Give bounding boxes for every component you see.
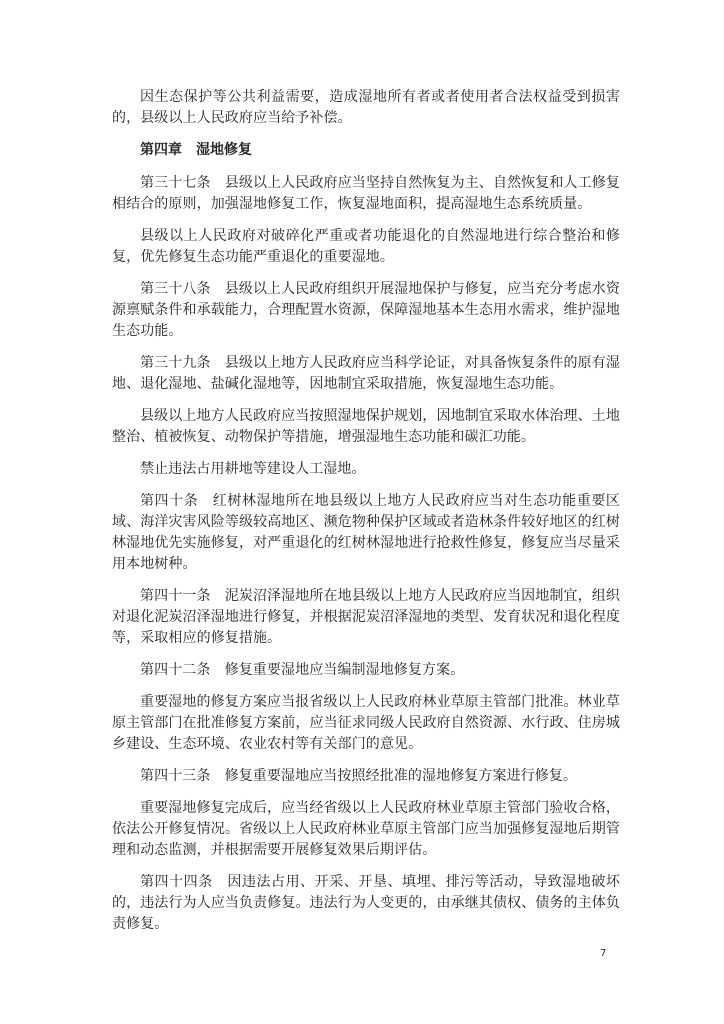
page-number: 7	[600, 948, 607, 959]
article-42: 第四十二条 修复重要湿地应当编制湿地修复方案。	[140, 662, 465, 678]
article-37: 第三十七条 县级以上人民政府应当坚持自然恢复为主、自然恢复和人工修复相结合的原则，加强湿地修复工作，恢复湿地面积，提高湿地生态系统质量。	[112, 175, 620, 212]
article-42-para-2: 重要湿地的修复方案应当报省级以上人民政府林业草原主管部门批准。林业草原主管部门在批准修复方案前，应当征求同级人民政府自然资源、水行政、住房城乡建设、生态环境、农业农村等有关部门的意见。	[112, 694, 620, 752]
article-44: 第四十四条 因违法占用、开采、开垦、填埋、排污等活动，导致湿地破坏的，违法行为人应当负责修复。违法行为人变更的，由承继其债权、债务的主体负责修复。	[112, 874, 620, 932]
article-39-para-3: 禁止违法占用耕地等建设人工湿地。	[140, 461, 366, 477]
article-37-para-2: 县级以上人民政府对破碎化严重或者功能退化的自然湿地进行综合整治和修复，优先修复生态功能严重退化的重要湿地。	[112, 228, 620, 265]
article-38: 第三十八条 县级以上人民政府组织开展湿地保护与修复，应当充分考虑水资源禀赋条件和承载能力，合理配置水资源，保障湿地基本生态用水需求，维护湿地生态功能。	[112, 281, 620, 339]
article-41: 第四十一条 泥炭沼泽湿地所在地县级以上地方人民政府应当因地制宜，组织对退化泥炭沼泽湿地进行修复，并根据泥炭沼泽湿地的类型、发育状况和退化程度等，采取相应的修复措施。	[112, 588, 620, 646]
article-39-para-2: 县级以上地方人民政府应当按照湿地保护规划，因地制宜采取水体治理、土地整治、植被恢复、动物保护等措施，增强湿地生态功能和碳汇功能。	[112, 408, 620, 445]
article-39: 第三十九条 县级以上地方人民政府应当科学论证，对具备恢复条件的原有湿地、退化湿地、盐碱化湿地等，因地制宜采取措施，恢复湿地生态功能。	[112, 355, 620, 392]
article-43: 第四十三条 修复重要湿地应当按照经批准的湿地修复方案进行修复。	[140, 768, 578, 784]
chapter-heading: 第四章 湿地修复	[140, 142, 252, 158]
paragraph-compensation: 因生态保护等公共利益需要，造成湿地所有者或者使用者合法权益受到损害的，县级以上人民政府应当给予补偿。	[112, 89, 620, 126]
document-body	[112, 87, 620, 946]
article-43-para-2: 重要湿地修复完成后，应当经省级以上人民政府林业草原主管部门验收合格，依法公开修复情况。省级以上人民政府林业草原主管部门应当加强修复湿地后期管理和动态监测，并根据需要开展修复效果后期评估。	[112, 800, 620, 858]
article-40: 第四十条 红树林湿地所在地县级以上地方人民政府应当对生态功能重要区域、海洋灾害风险等级较高地区、濒危物种保护区域或者造林条件较好地区的红树林湿地优先实施修复，对严重退化的红树林湿地进行抢救性修复，修复应当尽量采用本地树种。	[112, 493, 620, 572]
